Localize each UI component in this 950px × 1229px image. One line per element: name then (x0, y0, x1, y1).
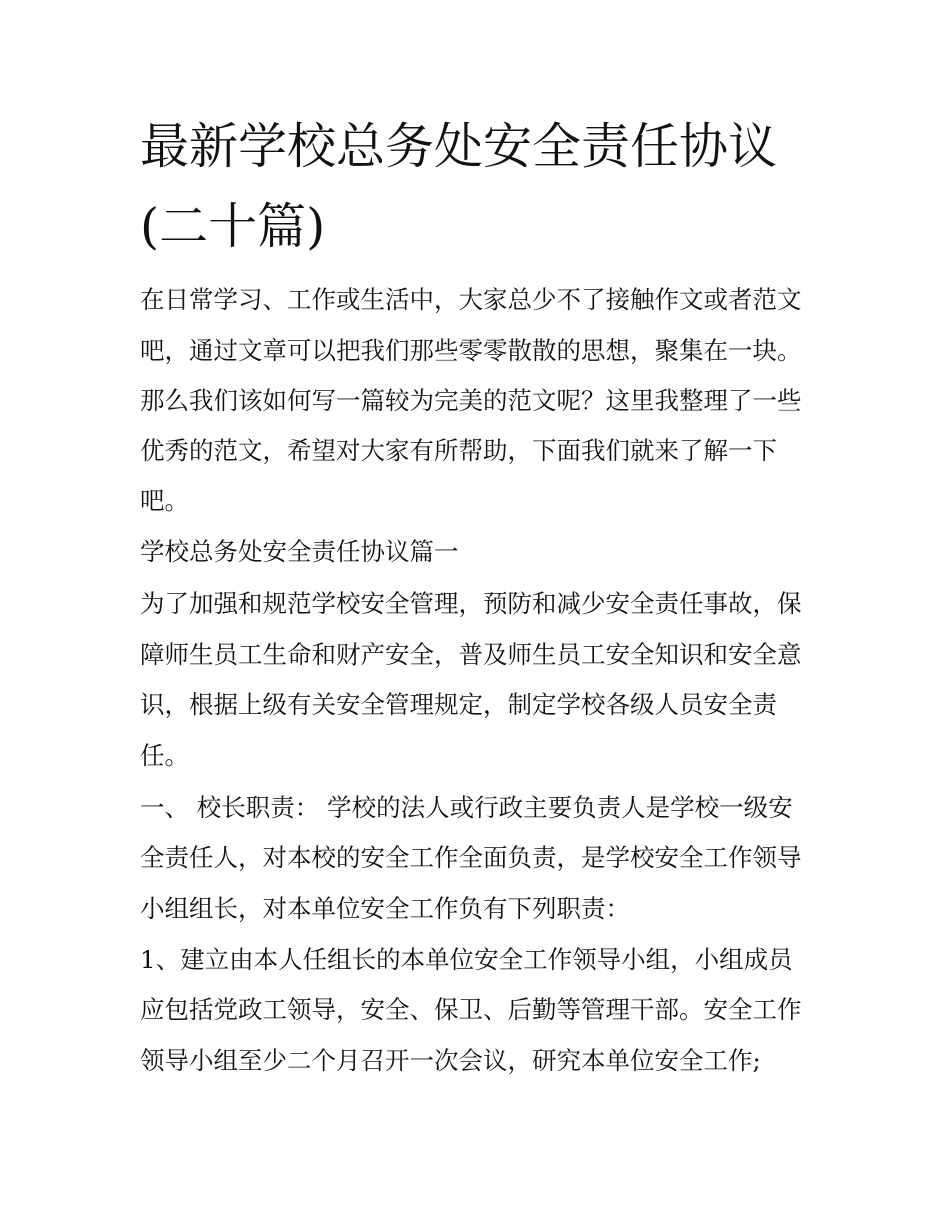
principal-duty-line-1: 一、 校长职责： 学校的法人或行政主要负责人是学校一级安 (140, 793, 793, 822)
item-1-line-1: 1、建立由本人任组长的本单位安全工作领导小组，小组成员 (140, 945, 793, 974)
intro-line-3: 那么我们该如何写一篇较为完美的范文呢？这里我整理了一些 (140, 386, 802, 415)
body-line-4: 任。 (140, 741, 189, 770)
intro-line-1: 在日常学习、工作或生活中，大家总少不了接触作文或者范文 (140, 285, 802, 314)
body-line-1: 为了加强和规范学校安全管理，预防和减少安全责任事故，保 (140, 589, 802, 618)
item-1-line-2: 应包括党政工领导，安全、保卫、后勤等管理干部。安全工作 (140, 995, 802, 1024)
principal-duty-line-2: 全责任人，对本校的安全工作全面负责，是学校安全工作领导 (140, 843, 802, 872)
document-title-line-1: 最新学校总务处安全责任协议 (140, 118, 778, 175)
item-1-line-3: 领导小组至少二个月召开一次会议，研究本单位安全工作; (140, 1046, 761, 1075)
principal-duty-line-3: 小组组长，对本单位安全工作负有下列职责： (140, 894, 630, 923)
section-heading: 学校总务处安全责任协议篇一 (140, 537, 459, 566)
body-line-2: 障师生员工生命和财产安全，普及师生员工安全知识和安全意 (140, 640, 802, 669)
body-line-3: 识，根据上级有关安全管理规定，制定学校各级人员安全责 (140, 690, 777, 719)
intro-line-4: 优秀的范文，希望对大家有所帮助，下面我们就来了解一下 (140, 436, 777, 465)
document-title-line-2: (二十篇) (140, 198, 326, 255)
intro-line-2: 吧，通过文章可以把我们那些零零散散的思想，聚集在一块。 (140, 336, 802, 365)
intro-line-5: 吧。 (140, 486, 189, 515)
